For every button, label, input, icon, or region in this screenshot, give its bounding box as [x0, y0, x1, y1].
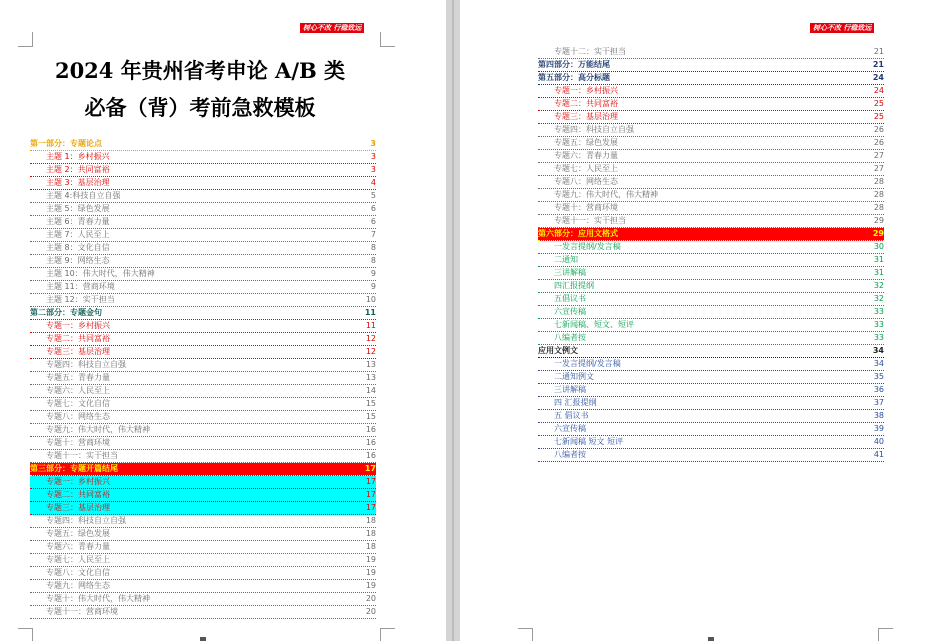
toc-page-number: 5: [370, 191, 376, 200]
toc-entry[interactable]: [538, 280, 884, 293]
toc-entry-label: 主题 12：实干担当: [46, 295, 115, 304]
toc-page-number: 28: [873, 177, 884, 186]
toc-entry-label: 专题二：共同富裕: [46, 490, 110, 499]
toc-entry-label: 专题一：乡村振兴: [46, 477, 110, 486]
toc-page-number: 32: [873, 281, 884, 290]
toc-page-number: 12: [365, 334, 376, 343]
toc-section-entry[interactable]: [30, 463, 376, 476]
margin-corner-mark: [878, 628, 893, 641]
toc-entry-label: 专题十：营商环境: [554, 203, 618, 212]
toc-page-number: 24: [872, 73, 884, 82]
toc-entry[interactable]: [30, 359, 376, 372]
toc-page-number: 16: [365, 451, 376, 460]
toc-entry[interactable]: [30, 541, 376, 554]
toc-entry[interactable]: [538, 306, 884, 319]
toc-entry-label: 主题 9：网络生态: [46, 256, 110, 265]
toc-entry[interactable]: [30, 411, 376, 424]
toc-entry-label: 一发言提纲/发言稿: [554, 242, 621, 251]
toc-entry-label: 专题二：共同富裕: [554, 99, 618, 108]
toc-entry[interactable]: [30, 606, 376, 619]
document-page-left: [0, 0, 446, 641]
toc-entry[interactable]: [538, 410, 884, 423]
toc-entry-label: 专题十二：实干担当: [554, 47, 626, 56]
toc-page-number: 40: [873, 437, 884, 446]
toc-entry[interactable]: [538, 384, 884, 397]
toc-page-number: 17: [364, 464, 376, 473]
toc-entry-label: 专题五：绿色发展: [554, 138, 618, 147]
toc-entry[interactable]: [30, 177, 376, 190]
toc-entry[interactable]: [30, 164, 376, 177]
toc-entry[interactable]: [538, 332, 884, 345]
toc-entry-label: 主题 1：乡村振兴: [46, 152, 110, 161]
toc-page-number: 36: [873, 385, 884, 394]
toc-page-number: 25: [873, 99, 884, 108]
toc-entry[interactable]: [30, 229, 376, 242]
toc-entry-label: 专题六：人民至上: [46, 386, 110, 395]
toc-entry[interactable]: [538, 371, 884, 384]
toc-entry[interactable]: [538, 449, 884, 462]
toc-entry-label: 主题 10：伟大时代，伟大精神: [46, 269, 155, 278]
toc-page-number: 7: [370, 230, 376, 239]
toc-section-entry[interactable]: [538, 345, 884, 358]
toc-entry[interactable]: [30, 567, 376, 580]
toc-page-number: 21: [872, 60, 884, 69]
toc-entry[interactable]: [538, 293, 884, 306]
toc-entry-label: 二通知: [554, 255, 578, 264]
toc-entry[interactable]: [30, 372, 376, 385]
toc-entry-label: 主题 6：青春力量: [46, 217, 110, 226]
toc-entry-label: 专题七：文化自信: [46, 399, 110, 408]
toc-page-number: 21: [873, 47, 884, 56]
toc-entry[interactable]: [30, 190, 376, 203]
toc-section-entry[interactable]: [538, 228, 884, 241]
toc-entry-label: 七新闻稿 短文 短评: [554, 437, 624, 446]
header-stamp: 树心不改 行稳致远: [810, 23, 874, 33]
toc-page-number: 4: [370, 178, 376, 187]
toc-entry-label: 专题二：共同富裕: [46, 334, 110, 343]
toc-entry-label: 三讲解稿: [554, 385, 586, 394]
toc-page-number: 19: [365, 568, 376, 577]
toc-page-number: 29: [872, 229, 884, 238]
toc-entry[interactable]: [30, 515, 376, 528]
toc-entry-label: 专题七：人民至上: [554, 164, 618, 173]
toc-entry[interactable]: [30, 580, 376, 593]
toc-entry-label: 专题十一：实干担当: [554, 216, 626, 225]
toc-entry[interactable]: [538, 150, 884, 163]
toc-page-number: 3: [370, 139, 376, 148]
toc-entry-label: 六宣传稿: [554, 424, 586, 433]
toc-entry[interactable]: [30, 476, 376, 489]
toc-page-number: 27: [873, 151, 884, 160]
toc-entry[interactable]: [538, 436, 884, 449]
toc-section-entry[interactable]: [30, 138, 376, 151]
toc-entry[interactable]: [538, 189, 884, 202]
table-of-contents-left: [30, 138, 376, 619]
toc-entry-label: 主题 3：基层治理: [46, 178, 110, 187]
toc-entry-label: 第四部分：万能结尾: [538, 60, 610, 69]
toc-page-number: 17: [365, 503, 376, 512]
toc-entry-label: 专题三：基层治理: [46, 503, 110, 512]
toc-entry-label: 专题六：青春力量: [46, 542, 110, 551]
toc-entry[interactable]: [538, 267, 884, 280]
toc-page-number: 15: [365, 399, 376, 408]
toc-page-number: 41: [873, 450, 884, 459]
margin-corner-mark: [518, 628, 533, 641]
toc-page-number: 34: [872, 346, 884, 355]
toc-entry-label: 主题 2：共同富裕: [46, 165, 110, 174]
margin-corner-mark: [380, 32, 395, 47]
toc-entry-label: 五倡议书: [554, 294, 586, 303]
document-title-line1: 2024 年贵州省考申论 A/B 类: [54, 58, 346, 83]
toc-page-number: 31: [873, 268, 884, 277]
toc-entry[interactable]: [538, 111, 884, 124]
toc-entry-label: 专题八：网络生态: [46, 412, 110, 421]
toc-entry-label: 五 倡议书: [554, 411, 589, 420]
toc-entry-label: 三讲解稿: [554, 268, 586, 277]
toc-page-number: 30: [873, 242, 884, 251]
toc-page-number: 17: [365, 477, 376, 486]
toc-entry-label: 八编者按: [554, 450, 586, 459]
toc-page-number: 11: [364, 308, 376, 317]
toc-entry-label: 八编者按: [554, 333, 586, 342]
toc-entry[interactable]: [30, 385, 376, 398]
toc-entry[interactable]: [538, 319, 884, 332]
toc-entry-label: 主题 4:科技自立自强: [46, 191, 121, 200]
toc-page-number: 16: [365, 425, 376, 434]
toc-page-number: 18: [365, 542, 376, 551]
document-page-right: [460, 0, 926, 641]
toc-page-number: 6: [370, 204, 376, 213]
toc-page-number: 33: [873, 320, 884, 329]
toc-entry[interactable]: [30, 437, 376, 450]
toc-page-number: 6: [370, 217, 376, 226]
toc-entry[interactable]: [30, 294, 376, 307]
toc-entry[interactable]: [538, 358, 884, 371]
toc-entry[interactable]: [30, 216, 376, 229]
page-gap: [446, 0, 460, 641]
toc-page-number: 29: [873, 216, 884, 225]
toc-entry[interactable]: [30, 398, 376, 411]
toc-entry-label: 专题十一：营商环境: [46, 607, 118, 616]
toc-page-number: 8: [370, 243, 376, 252]
toc-page-number: 13: [365, 360, 376, 369]
toc-page-number: 35: [873, 372, 884, 381]
toc-entry[interactable]: [30, 424, 376, 437]
toc-entry-label: 主题 5：绿色发展: [46, 204, 110, 213]
toc-entry[interactable]: [538, 163, 884, 176]
toc-entry[interactable]: [30, 450, 376, 463]
toc-page-number: 33: [873, 307, 884, 316]
toc-entry[interactable]: [538, 137, 884, 150]
toc-section-entry[interactable]: [538, 59, 884, 72]
toc-page-number: 37: [873, 398, 884, 407]
toc-page-number: 3: [370, 152, 376, 161]
toc-entry[interactable]: [538, 124, 884, 137]
toc-entry-label: 专题四：科技自立自强: [46, 516, 126, 525]
toc-entry[interactable]: [538, 254, 884, 267]
toc-page-number: 3: [370, 165, 376, 174]
toc-entry-label: 专题十：营商环境: [46, 438, 110, 447]
toc-entry[interactable]: [30, 346, 376, 359]
header-stamp: 树心不改 行稳致远: [300, 23, 364, 33]
toc-entry[interactable]: [30, 268, 376, 281]
toc-page-number: 34: [873, 359, 884, 368]
toc-entry-label: 专题六：青春力量: [554, 151, 618, 160]
toc-entry-label: 专题四：科技自立自强: [46, 360, 126, 369]
toc-page-number: 31: [873, 255, 884, 264]
toc-page-number: 15: [365, 412, 376, 421]
toc-entry[interactable]: [538, 202, 884, 215]
toc-entry-label: 应用文例文: [538, 346, 578, 355]
toc-entry-label: 专题三：基层治理: [554, 112, 618, 121]
toc-page-number: 9: [370, 269, 376, 278]
toc-page-number: 38: [873, 411, 884, 420]
toc-entry-label: 第一部分：专题论点: [30, 139, 102, 148]
toc-section-entry[interactable]: [30, 307, 376, 320]
toc-entry-label: 六宣传稿: [554, 307, 586, 316]
page-bottom-mark: [708, 637, 714, 641]
toc-page-number: 11: [365, 321, 376, 330]
toc-entry-label: 第五部分：高分标题: [538, 73, 610, 82]
toc-entry-label: 第二部分：专题金句: [30, 308, 102, 317]
toc-entry-label: 专题三：基层治理: [46, 347, 110, 356]
toc-entry-label: 四 汇报提纲: [554, 398, 597, 407]
toc-page-number: 28: [873, 190, 884, 199]
toc-page-number: 25: [873, 112, 884, 121]
toc-page-number: 14: [365, 386, 376, 395]
toc-entry[interactable]: [538, 215, 884, 228]
toc-entry[interactable]: [30, 281, 376, 294]
toc-page-number: 26: [873, 125, 884, 134]
toc-entry-label: 专题九：伟大时代，伟大精神: [554, 190, 658, 199]
toc-entry-label: 专题九：网络生态: [46, 581, 110, 590]
toc-entry-label: 主题 11：营商环境: [46, 282, 115, 291]
toc-page-number: 18: [365, 529, 376, 538]
toc-entry[interactable]: [538, 46, 884, 59]
toc-page-number: 20: [365, 607, 376, 616]
toc-page-number: 18: [365, 516, 376, 525]
toc-entry[interactable]: [30, 320, 376, 333]
toc-page-number: 20: [365, 594, 376, 603]
toc-entry-label: 专题十一：实干担当: [46, 451, 118, 460]
toc-entry-label: 专题八：网络生态: [554, 177, 618, 186]
toc-entry[interactable]: [30, 489, 376, 502]
toc-entry-label: 四汇报提纲: [554, 281, 594, 290]
toc-entry-label: 专题五：绿色发展: [46, 529, 110, 538]
page-bottom-mark: [200, 637, 206, 641]
margin-corner-mark: [380, 628, 395, 641]
document-title-line2: 必备（背）考前急救模板: [84, 95, 316, 120]
toc-page-number: 33: [873, 333, 884, 342]
toc-entry-label: 第六部分：应用文格式: [538, 229, 618, 238]
toc-page-number: 27: [873, 164, 884, 173]
toc-entry-label: 专题五：青春力量: [46, 373, 110, 382]
toc-page-number: 9: [370, 282, 376, 291]
toc-page-number: 39: [873, 424, 884, 433]
toc-entry[interactable]: [30, 528, 376, 541]
toc-entry[interactable]: [30, 554, 376, 567]
toc-entry[interactable]: [538, 423, 884, 436]
toc-entry-label: 专题一：乡村振兴: [46, 321, 110, 330]
toc-entry-label: 专题九：伟大时代，伟大精神: [46, 425, 150, 434]
toc-page-number: 26: [873, 138, 884, 147]
toc-page-number: 19: [365, 555, 376, 564]
toc-entry[interactable]: [30, 203, 376, 216]
toc-entry-label: 主题 7：人民至上: [46, 230, 110, 239]
toc-entry[interactable]: [30, 333, 376, 346]
toc-page-number: 28: [873, 203, 884, 212]
toc-entry[interactable]: [30, 502, 376, 515]
toc-entry-label: 第三部分：专题开篇结尾: [30, 464, 118, 473]
toc-entry-label: 专题十：伟大时代，伟大精神: [46, 594, 150, 603]
toc-entry-label: 专题七：人民至上: [46, 555, 110, 564]
toc-entry-label: 专题四：科技自立自强: [554, 125, 634, 134]
toc-page-number: 8: [370, 256, 376, 265]
toc-page-number: 12: [365, 347, 376, 356]
toc-page-number: 32: [873, 294, 884, 303]
toc-page-number: 16: [365, 438, 376, 447]
toc-section-entry[interactable]: [538, 72, 884, 85]
toc-entry[interactable]: [538, 176, 884, 189]
toc-entry-label: 专题一：乡村振兴: [554, 86, 618, 95]
toc-entry[interactable]: [538, 241, 884, 254]
margin-corner-mark: [18, 628, 33, 641]
toc-entry[interactable]: [30, 151, 376, 164]
margin-corner-mark: [18, 32, 33, 47]
toc-entry-label: 七新闻稿、短文、短评: [554, 320, 634, 329]
toc-entry-label: 专题八：文化自信: [46, 568, 110, 577]
toc-entry-label: 主题 8：文化自信: [46, 243, 110, 252]
toc-entry[interactable]: [538, 98, 884, 111]
toc-entry-label: 二通知例文: [554, 372, 594, 381]
toc-page-number: 13: [365, 373, 376, 382]
table-of-contents-right: [538, 46, 884, 462]
toc-entry[interactable]: [538, 85, 884, 98]
toc-entry[interactable]: [30, 593, 376, 606]
toc-page-number: 19: [365, 581, 376, 590]
toc-entry[interactable]: [30, 242, 376, 255]
toc-entry-label: 一发言提纲/发言稿: [554, 359, 621, 368]
toc-page-number: 24: [873, 86, 884, 95]
toc-page-number: 10: [365, 295, 376, 304]
toc-entry[interactable]: [30, 255, 376, 268]
toc-page-number: 17: [365, 490, 376, 499]
toc-entry[interactable]: [538, 397, 884, 410]
